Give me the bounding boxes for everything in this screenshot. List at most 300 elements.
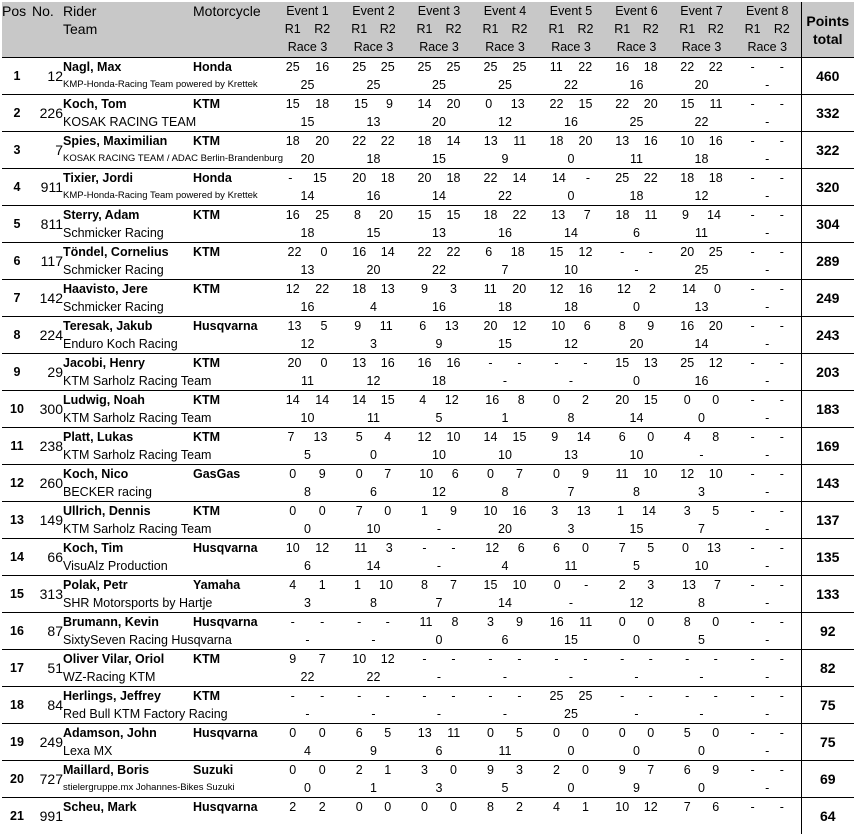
race2-points: 25: [315, 206, 329, 224]
race1-points: -: [751, 798, 755, 816]
race1-points: 1: [354, 576, 361, 594]
header-event-name: Event 7: [669, 2, 734, 20]
race3-points: -: [604, 261, 669, 279]
race1-points: 9: [421, 280, 428, 298]
event-result-cell: [734, 465, 801, 502]
header-event: [734, 2, 801, 58]
race3-points: -: [406, 705, 472, 723]
race2-points: 1: [582, 798, 589, 816]
race1-points: 18: [616, 206, 630, 224]
race2-points: 3: [647, 576, 654, 594]
race2-points: 25: [709, 243, 723, 261]
event-result-cell: [406, 576, 472, 613]
event-result-cell: [341, 354, 406, 391]
race1-points: 12: [485, 539, 499, 557]
race1-points: 25: [615, 169, 629, 187]
race3-points: -: [406, 668, 472, 686]
points-total-cell: 92: [801, 613, 854, 650]
standings-table: [2, 2, 854, 834]
race3-points: 18: [538, 298, 604, 316]
race2-points: 11: [579, 613, 592, 631]
event-result-cell: [669, 576, 734, 613]
header-race3: Race 3: [604, 38, 669, 56]
race2-points: 9: [582, 465, 589, 483]
race3-points: 25: [274, 76, 341, 94]
table-row: [2, 650, 854, 687]
race3-points: -: [734, 224, 801, 242]
race3-points: 8: [274, 483, 341, 501]
header-no: No.: [32, 2, 63, 58]
motorcycle-cell: KTM: [193, 243, 274, 280]
race1-points: 16: [418, 354, 432, 372]
points-total-cell: 203: [801, 354, 854, 391]
race3-points: 9: [406, 335, 472, 353]
race1-points: 25: [286, 58, 300, 76]
event-result-cell: [406, 465, 472, 502]
race1-points: 0: [553, 391, 560, 409]
event-result-cell: [406, 650, 472, 687]
race1-points: 13: [615, 132, 629, 150]
event-result-cell: [274, 502, 341, 539]
race1-points: 20: [615, 391, 629, 409]
race2-points: 22: [513, 206, 527, 224]
race2-points: -: [780, 243, 784, 261]
race2-points: -: [517, 354, 521, 372]
race3-points: 15: [406, 150, 472, 168]
race3-points: -: [274, 631, 341, 649]
race3-points: 5: [604, 557, 669, 575]
race2-points: 4: [384, 428, 391, 446]
race2-points: -: [780, 465, 784, 483]
points-total-cell: 143: [801, 465, 854, 502]
race2-points: -: [649, 687, 653, 705]
header-event-name: Event 6: [604, 2, 669, 20]
race2-points: -: [780, 761, 784, 779]
race2-points: 22: [315, 280, 329, 298]
points-total-cell: 82: [801, 650, 854, 687]
event-result-cell: [341, 798, 406, 834]
race3-points: 9: [341, 742, 406, 760]
race3-points: -: [274, 705, 341, 723]
race2-points: 11: [447, 724, 460, 742]
event-result-cell: [274, 798, 341, 834]
race1-points: 22: [615, 95, 629, 113]
event-result-cell: [472, 539, 538, 576]
race2-points: 15: [579, 95, 593, 113]
race2-points: 12: [445, 391, 459, 409]
team-name: KMP-Honda-Racing Team powered by Krettek: [63, 76, 193, 94]
race1-points: 8: [487, 798, 494, 816]
race1-points: -: [751, 169, 755, 187]
race3-points: -: [734, 298, 801, 316]
race3-points: 11: [274, 372, 341, 390]
race2-points: 12: [381, 650, 395, 668]
motorcycle-cell: Husqvarna: [193, 613, 274, 650]
header-r2: R2: [643, 20, 659, 38]
race2-points: 14: [315, 391, 329, 409]
rider-name: Polak, Petr: [63, 576, 193, 594]
event-result-cell: [669, 724, 734, 761]
race2-points: -: [780, 539, 784, 557]
race2-points: 9: [516, 613, 523, 631]
event-result-cell: [472, 724, 538, 761]
race3-points: -: [734, 372, 801, 390]
race2-points: -: [780, 687, 784, 705]
points-total-cell: 304: [801, 206, 854, 243]
motorcycle-cell: Honda: [193, 169, 274, 206]
race1-points: 16: [286, 206, 300, 224]
team-name: KOSAK RACING TEAM / ADAC Berlin-Brandenburg: [63, 150, 193, 168]
race2-points: 10: [644, 465, 658, 483]
race2-points: 0: [321, 243, 328, 261]
header-event: [341, 2, 406, 58]
rider-team-cell: [63, 539, 193, 576]
race2-points: 20: [447, 95, 461, 113]
race1-points: 16: [352, 243, 366, 261]
event-result-cell: [472, 502, 538, 539]
race1-points: 15: [550, 243, 564, 261]
race1-points: -: [685, 687, 689, 705]
race1-points: 4: [553, 798, 560, 816]
race3-points: 10: [538, 261, 604, 279]
race2-points: 11: [380, 317, 393, 335]
race3-points: 12: [341, 372, 406, 390]
race2-points: 13: [707, 539, 721, 557]
event-result-cell: [604, 428, 669, 465]
points-total-cell: 320: [801, 169, 854, 206]
race2-points: 0: [582, 724, 589, 742]
event-result-cell: [734, 206, 801, 243]
race3-points: 4: [274, 742, 341, 760]
header-event-name: Event 3: [406, 2, 472, 20]
event-result-cell: [669, 95, 734, 132]
race3-points: -: [538, 594, 604, 612]
event-result-cell: [406, 280, 472, 317]
race2-points: 0: [384, 502, 391, 520]
race1-points: 0: [485, 95, 492, 113]
event-result-cell: [341, 650, 406, 687]
race-number-cell: 260: [32, 465, 63, 502]
race3-points: 14: [472, 594, 538, 612]
event-result-cell: [734, 132, 801, 169]
race3-points: 14: [538, 224, 604, 242]
race1-points: 13: [352, 354, 366, 372]
event-result-cell: [538, 95, 604, 132]
race2-points: 0: [647, 613, 654, 631]
race1-points: 22: [418, 243, 432, 261]
race-number-cell: 84: [32, 687, 63, 724]
race3-points: -: [734, 335, 801, 353]
race3-points: 13: [406, 224, 472, 242]
race1-points: -: [751, 206, 755, 224]
race3-points: 18: [472, 298, 538, 316]
race3-points: 7: [538, 483, 604, 501]
race1-points: -: [751, 502, 755, 520]
race1-points: 2: [553, 761, 560, 779]
race1-points: 5: [356, 428, 363, 446]
event-result-cell: [274, 391, 341, 428]
rider-name: Oliver Vilar, Oriol: [63, 650, 193, 668]
race1-points: 22: [352, 132, 366, 150]
race2-points: 0: [319, 724, 326, 742]
team-name: KTM Sarholz Racing Team: [63, 409, 193, 427]
race1-points: 20: [680, 243, 694, 261]
header-race3: Race 3: [406, 38, 472, 56]
event-result-cell: [341, 576, 406, 613]
race3-points: 18: [341, 150, 406, 168]
race3-points: 18: [669, 150, 734, 168]
race3-points: 0: [669, 779, 734, 797]
rider-name: Scheu, Mark: [63, 798, 193, 816]
event-result-cell: [538, 724, 604, 761]
event-result-cell: [604, 539, 669, 576]
header-event: [669, 2, 734, 58]
race1-points: 9: [682, 206, 689, 224]
event-result-cell: [274, 761, 341, 798]
race3-points: 0: [538, 779, 604, 797]
points-total-cell: 332: [801, 95, 854, 132]
race3-points: -: [538, 668, 604, 686]
event-result-cell: [734, 169, 801, 206]
motorcycle-cell: GasGas: [193, 465, 274, 502]
position-cell: 4: [2, 169, 32, 206]
header-event: [472, 2, 538, 58]
rider-team-cell: [63, 132, 193, 169]
event-result-cell: [406, 502, 472, 539]
race1-points: -: [751, 317, 755, 335]
race1-points: 15: [615, 354, 629, 372]
race1-points: 11: [354, 539, 367, 557]
event-result-cell: [406, 687, 472, 724]
race2-points: 3: [450, 280, 457, 298]
race2-points: 11: [709, 95, 722, 113]
race1-points: 18: [484, 206, 498, 224]
event-result-cell: [341, 280, 406, 317]
race3-points: -: [604, 668, 669, 686]
event-result-cell: [472, 169, 538, 206]
race1-points: 18: [680, 169, 694, 187]
table-row: [2, 95, 854, 132]
race2-points: -: [780, 317, 784, 335]
race3-points: 16: [604, 76, 669, 94]
race2-points: 18: [315, 95, 329, 113]
race3-points: 12: [538, 335, 604, 353]
race2-points: 7: [516, 465, 523, 483]
race1-points: 3: [421, 761, 428, 779]
event-result-cell: [406, 539, 472, 576]
race1-points: -: [620, 650, 624, 668]
race2-points: 22: [578, 58, 592, 76]
race1-points: 25: [484, 58, 498, 76]
event-result-cell: [472, 243, 538, 280]
race2-points: 10: [513, 576, 527, 594]
race1-points: -: [554, 354, 558, 372]
race3-points: 15: [274, 113, 341, 131]
event-result-cell: [669, 613, 734, 650]
team-name: Schmicker Racing: [63, 261, 193, 279]
race2-points: -: [780, 650, 784, 668]
event-result-cell: [274, 95, 341, 132]
race2-points: 10: [379, 576, 393, 594]
event-result-cell: [538, 761, 604, 798]
race2-points: 15: [447, 206, 461, 224]
race1-points: 0: [289, 502, 296, 520]
points-total-cell: 64: [801, 798, 854, 834]
points-total-cell: 460: [801, 58, 854, 95]
race1-points: 9: [551, 428, 558, 446]
event-result-cell: [341, 391, 406, 428]
race1-points: 6: [619, 428, 626, 446]
race3-points: 22: [538, 76, 604, 94]
race2-points: -: [517, 650, 521, 668]
race1-points: 4: [289, 576, 296, 594]
header-r2: R2: [578, 20, 594, 38]
race3-points: 20: [341, 261, 406, 279]
race1-points: 18: [550, 132, 564, 150]
race1-points: -: [357, 687, 361, 705]
points-total-cell: 69: [801, 761, 854, 798]
team-name: SixtySeven Racing Husqvarna: [63, 631, 193, 649]
event-result-cell: [472, 428, 538, 465]
event-result-cell: [274, 243, 341, 280]
race3-points: -: [472, 372, 538, 390]
race1-points: 0: [682, 539, 689, 557]
race3-points: -: [406, 520, 472, 538]
race3-points: 0: [604, 372, 669, 390]
race1-points: 25: [680, 354, 694, 372]
header-r1: R1: [417, 20, 433, 38]
race1-points: -: [751, 613, 755, 631]
event-result-cell: [604, 169, 669, 206]
race1-points: 13: [682, 576, 696, 594]
event-result-cell: [472, 650, 538, 687]
motorcycle-cell: Suzuki: [193, 761, 274, 798]
race2-points: -: [583, 650, 587, 668]
event-result-cell: [604, 243, 669, 280]
position-cell: 20: [2, 761, 32, 798]
event-result-cell: [406, 428, 472, 465]
race3-points: 18: [274, 224, 341, 242]
race3-points: 0: [341, 446, 406, 464]
race1-points: 0: [553, 465, 560, 483]
rider-team-cell: [63, 428, 193, 465]
race1-points: 4: [419, 391, 426, 409]
race3-points: -: [734, 261, 801, 279]
race3-points: 22: [406, 261, 472, 279]
race2-points: -: [320, 687, 324, 705]
race2-points: 18: [447, 169, 461, 187]
race2-points: -: [386, 613, 390, 631]
event-result-cell: [341, 428, 406, 465]
motorcycle-cell: Husqvarna: [193, 798, 274, 834]
motorcycle-cell: KTM: [193, 391, 274, 428]
event-result-cell: [472, 687, 538, 724]
event-result-cell: [341, 95, 406, 132]
event-result-cell: [734, 576, 801, 613]
race3-points: 25: [472, 76, 538, 94]
team-name: BECKER racing: [63, 483, 193, 501]
race3-points: 8: [604, 483, 669, 501]
table-row: [2, 206, 854, 243]
header-event: [538, 2, 604, 58]
race2-points: 0: [647, 724, 654, 742]
race3-points: -: [341, 631, 406, 649]
race1-points: 11: [484, 280, 497, 298]
race3-points: -: [734, 187, 801, 205]
race1-points: 15: [286, 95, 300, 113]
race1-points: 8: [619, 317, 626, 335]
race2-points: 7: [384, 465, 391, 483]
header-points-label: Points: [802, 12, 854, 30]
race3-points: -: [734, 557, 801, 575]
race3-points: 8: [472, 483, 538, 501]
race2-points: 0: [319, 502, 326, 520]
race1-points: 0: [289, 761, 296, 779]
position-cell: 13: [2, 502, 32, 539]
race3-points: 11: [604, 150, 669, 168]
race2-points: 20: [315, 132, 329, 150]
race3-points: 4: [341, 298, 406, 316]
race2-points: -: [586, 169, 590, 187]
race2-points: 2: [516, 798, 523, 816]
race3-points: -: [734, 520, 801, 538]
table-row: [2, 761, 854, 798]
race3-points: 11: [472, 742, 538, 760]
race1-points: 7: [684, 798, 691, 816]
event-result-cell: [274, 576, 341, 613]
event-result-cell: [538, 132, 604, 169]
header-r2: R2: [708, 20, 724, 38]
race3-points: 3: [406, 779, 472, 797]
race2-points: 22: [709, 58, 723, 76]
race3-points: -: [538, 372, 604, 390]
race1-points: 15: [681, 95, 695, 113]
event-result-cell: [472, 465, 538, 502]
race1-points: -: [751, 243, 755, 261]
event-result-cell: [274, 169, 341, 206]
event-result-cell: [274, 539, 341, 576]
table-row: [2, 243, 854, 280]
race3-points: 0: [274, 779, 341, 797]
event-result-cell: [604, 798, 669, 834]
race2-points: 6: [518, 539, 525, 557]
race1-points: -: [288, 169, 292, 187]
race3-points: 1: [341, 779, 406, 797]
race3-points: -: [734, 705, 801, 723]
position-cell: 1: [2, 58, 32, 95]
event-result-cell: [669, 169, 734, 206]
race1-points: 13: [551, 206, 565, 224]
race2-points: 12: [644, 798, 658, 816]
race3-points: 20: [604, 335, 669, 353]
race2-points: -: [780, 724, 784, 742]
race3-points: -: [734, 742, 801, 760]
event-result-cell: [669, 280, 734, 317]
race1-points: 16: [550, 613, 564, 631]
race3-points: [406, 816, 472, 834]
event-result-cell: [538, 576, 604, 613]
event-result-cell: [669, 687, 734, 724]
race1-points: 10: [551, 317, 565, 335]
event-result-cell: [406, 798, 472, 834]
race1-points: 0: [619, 724, 626, 742]
race2-points: 13: [577, 502, 591, 520]
event-result-cell: [734, 317, 801, 354]
race3-points: 12: [406, 483, 472, 501]
rider-team-cell: [63, 576, 193, 613]
race1-points: -: [620, 243, 624, 261]
race2-points: 9: [319, 465, 326, 483]
